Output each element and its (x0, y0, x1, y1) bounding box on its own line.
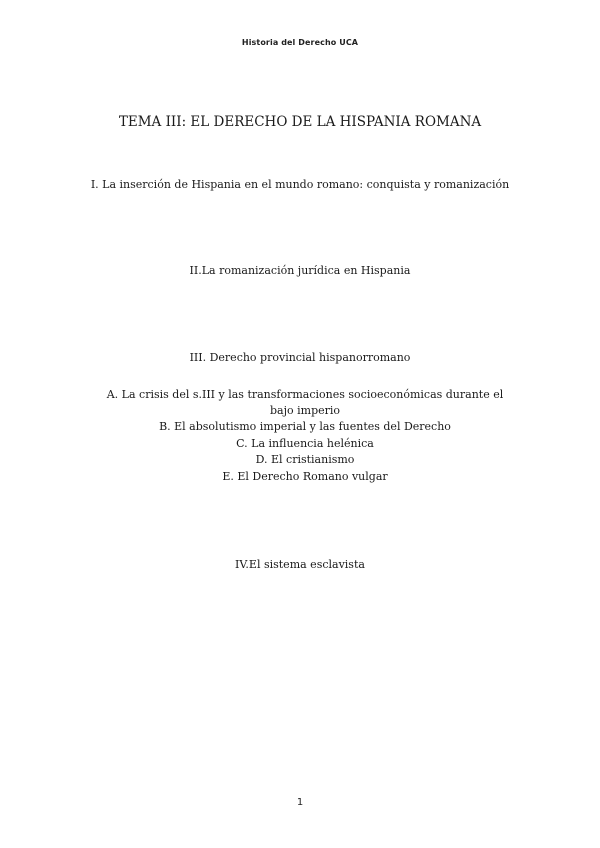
subsection-list (95, 387, 515, 485)
subsection-item-e: E. El Derecho Romano vulgar (222, 469, 388, 483)
subsection-item-c: C. La influencia helénica (236, 436, 374, 450)
section-heading-1: I. La inserción de Hispania en el mundo romano: conquista y romanización (90, 178, 510, 191)
section-heading-4: IV.El sistema esclavista (235, 558, 365, 571)
subsection-item-d: D. El cristianismo (255, 453, 355, 466)
section-heading-2: II.La romanización jurídica en Hispania (189, 264, 411, 277)
document-title: TEMA III: EL DERECHO DE LA HISPANIA ROMANA (118, 114, 482, 130)
running-header: Historia del Derecho UCA (241, 38, 359, 47)
subsection-item-a: A. La crisis del s.III y las transformaciones socioeconómicas durante el bajo imperio (106, 388, 504, 417)
subsection-item-b: B. El absolutismo imperial y las fuentes del Derecho (159, 420, 451, 433)
section-heading-3: III. Derecho provincial hispanorromano (189, 351, 411, 364)
page-number: 1 (296, 797, 304, 808)
